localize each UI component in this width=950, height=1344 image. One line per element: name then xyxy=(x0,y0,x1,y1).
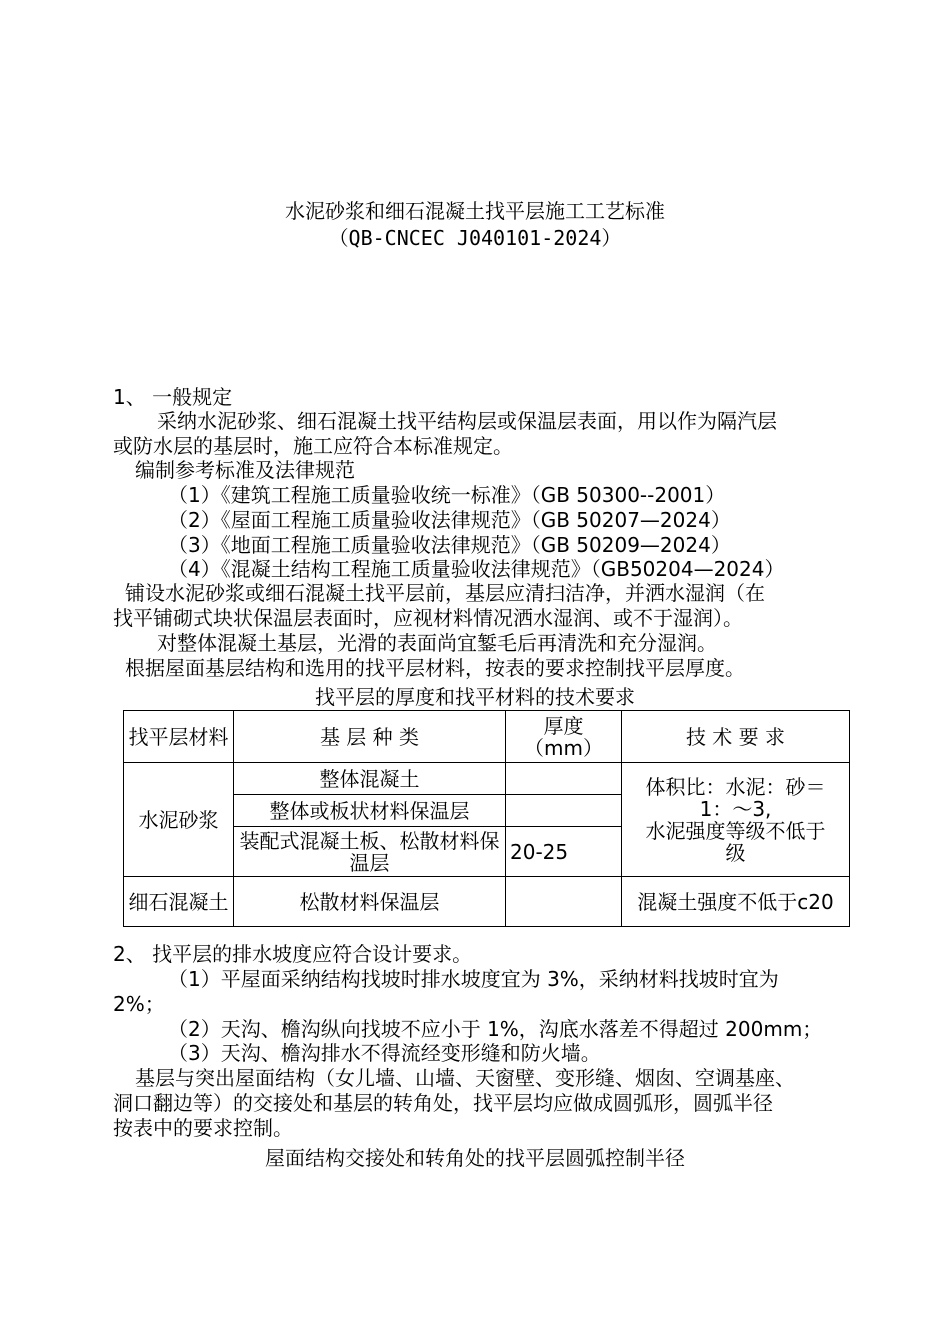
document-title: 水泥砂浆和细石混凝土找平层施工工艺标准 xyxy=(285,199,665,223)
requirement-cell: 混凝土强度不低于c20 xyxy=(622,877,850,927)
table-caption: 屋面结构交接处和转角处的找平层圆弧控制半径 xyxy=(265,1146,685,1170)
material-cell: 水泥砂浆 xyxy=(124,763,234,877)
thickness-cell xyxy=(506,795,622,827)
reference-item: （3）《地面工程施工质量验收法律规范》（GB 50209—2024） xyxy=(168,533,731,557)
base-type-cell: 整体混凝土 xyxy=(234,763,506,795)
table-row xyxy=(124,763,850,795)
list-item: （3）天沟、檐沟排水不得流经变形缝和防火墙。 xyxy=(168,1041,601,1065)
thickness-requirements-table xyxy=(123,710,850,927)
requirement-line: 体积比：水泥：砂＝ xyxy=(645,774,826,799)
paragraph-text: 按表中的要求控制。 xyxy=(113,1116,293,1140)
header-base-type: 基 层 种 类 xyxy=(234,711,506,763)
base-type-cell: 装配式混凝土板、松散材料保温层 xyxy=(234,827,506,877)
paragraph-text: 洞口翻边等）的交接处和基层的转角处，找平层均应做成圆弧形，圆弧半径 xyxy=(113,1091,773,1115)
table-row xyxy=(124,877,850,927)
paragraph-text: 基层与突出屋面结构（女儿墙、山墙、天窗壁、变形缝、烟囱、空调基座、 xyxy=(135,1066,795,1090)
list-item: （2）天沟、檐沟纵向找坡不应小于 1%，沟底水落差不得超过 200mm； xyxy=(168,1017,823,1041)
requirement-line: 级 xyxy=(725,840,746,865)
base-type-cell: 松散材料保温层 xyxy=(234,877,506,927)
document-code: （QB-CNCEC J040101-2024） xyxy=(328,226,622,250)
list-item: （1）平屋面采纳结构找坡时排水坡度宜为 3%，采纳材料找坡时宜为 xyxy=(168,967,779,991)
header-thickness: 厚度（mm） xyxy=(506,711,622,763)
table-caption: 找平层的厚度和找平材料的技术要求 xyxy=(315,685,635,709)
thickness-cell xyxy=(506,763,622,795)
paragraph-text: 铺设水泥砂浆或细石混凝土找平层前，基层应清扫洁净，并洒水湿润（在 xyxy=(125,581,765,605)
paragraph-text: 对整体混凝土基层，光滑的表面尚宜錾毛后再清洗和充分湿润。 xyxy=(157,631,717,655)
table-header-row xyxy=(124,711,850,763)
section-2-heading: 2、 找平层的排水坡度应符合设计要求。 xyxy=(113,942,473,966)
paragraph-text: 根据屋面基层结构和选用的找平层材料，按表的要求控制找平层厚度。 xyxy=(125,656,745,680)
reference-item: （1）《建筑工程施工质量验收统一标准》（GB 50300--2001） xyxy=(168,483,726,507)
paragraph-text: 采纳水泥砂浆、细石混凝土找平结构层或保温层表面，用以作为隔汽层 xyxy=(157,409,777,433)
list-item: 2%； xyxy=(113,992,165,1016)
header-requirement: 技 术 要 求 xyxy=(622,711,850,763)
thickness-cell xyxy=(506,877,622,927)
reference-heading: 编制参考标准及法律规范 xyxy=(135,458,355,482)
paragraph-text: 或防水层的基层时，施工应符合本标准规定。 xyxy=(113,434,513,458)
base-type-cell: 整体或板状材料保温层 xyxy=(234,795,506,827)
requirement-line: 水泥强度等级不低于 xyxy=(645,818,826,843)
requirement-line: 1：～3, xyxy=(699,796,772,821)
requirement-cell xyxy=(622,763,850,877)
paragraph-text: 找平铺砌式块状保温层表面时，应视材料情况洒水湿润、或不于湿润）。 xyxy=(113,606,743,630)
section-1-heading: 1、 一般规定 xyxy=(113,385,233,409)
reference-item: （2）《屋面工程施工质量验收法律规范》（GB 50207—2024） xyxy=(168,508,731,532)
thickness-cell: 20-25 xyxy=(506,827,622,877)
material-cell: 细石混凝土 xyxy=(124,877,234,927)
reference-item: （4）《混凝土结构工程施工质量验收法律规范》（GB50204—2024） xyxy=(168,557,785,581)
header-material: 找平层材料 xyxy=(124,711,234,763)
